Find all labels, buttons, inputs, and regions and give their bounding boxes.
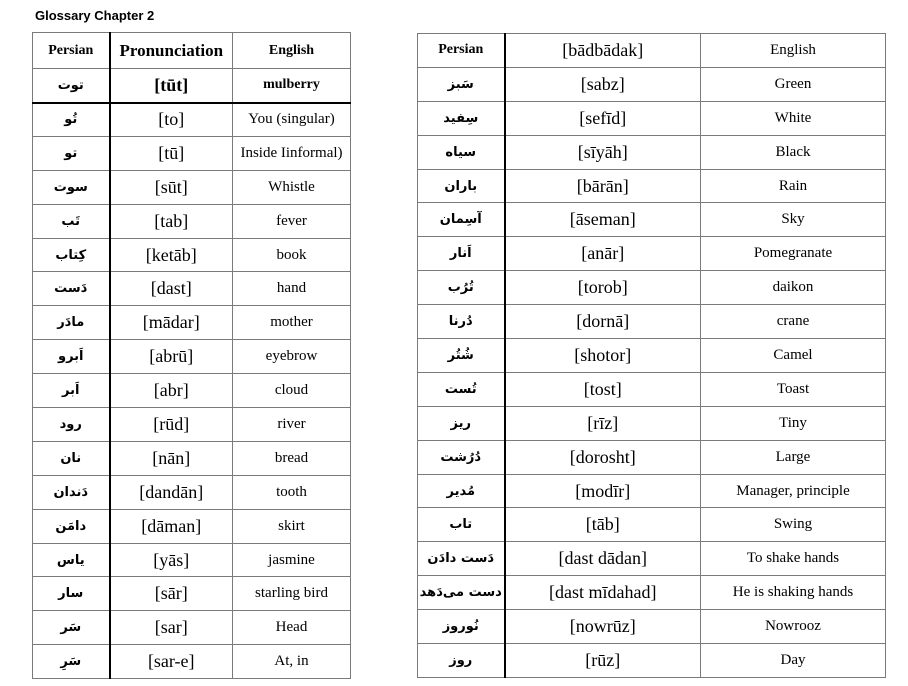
table-row (418, 203, 886, 237)
table-row (418, 508, 886, 542)
table-row (33, 408, 351, 442)
cell-english: Manager, principle (701, 474, 886, 508)
header-pronunciation: [bādbādak] (505, 34, 701, 68)
cell-english: He is shaking hands (701, 576, 886, 610)
cell-english: fever (233, 204, 351, 238)
header-persian: Persian (33, 33, 110, 69)
cell-english: Tiny (701, 406, 886, 440)
header-persian: Persian (418, 34, 505, 68)
cell-pronunciation: [sīyāh] (505, 135, 701, 169)
cell-persian: دامَن (33, 509, 110, 543)
cell-persian: نُوروز (418, 610, 505, 644)
table-row (418, 440, 886, 474)
table-row (418, 169, 886, 203)
header-row (33, 33, 351, 69)
cell-pronunciation: [tāb] (505, 508, 701, 542)
table-row (33, 306, 351, 340)
cell-pronunciation: [dorosht] (505, 440, 701, 474)
cell-pronunciation: [yās] (110, 543, 233, 577)
cell-persian: تُرُب (418, 271, 505, 305)
cell-persian: تُو (33, 103, 110, 137)
cell-english: skirt (233, 509, 351, 543)
table-row (418, 542, 886, 576)
table-row (33, 238, 351, 272)
cell-english: Head (233, 611, 351, 645)
cell-persian: سار (33, 577, 110, 611)
cell-pronunciation: [mādar] (110, 306, 233, 340)
cell-pronunciation: [tost] (505, 372, 701, 406)
table-row (33, 441, 351, 475)
table-row (418, 305, 886, 339)
cell-persian: ریز (418, 406, 505, 440)
cell-pronunciation: [tab] (110, 204, 233, 238)
table-row (33, 611, 351, 645)
cell-english: book (233, 238, 351, 272)
cell-pronunciation: [dāman] (110, 509, 233, 543)
cell-persian: آسِمان (418, 203, 505, 237)
cell-pronunciation: [abr] (110, 374, 233, 408)
cell-persian: دَست (33, 272, 110, 306)
cell-english: To shake hands (701, 542, 886, 576)
table-row (418, 644, 886, 678)
cell-english: hand (233, 272, 351, 306)
cell-persian: سَر (33, 611, 110, 645)
cell-pronunciation: [āseman] (505, 203, 701, 237)
cell-persian: اَبرو (33, 340, 110, 374)
cell-pronunciation: [dast dādan] (505, 542, 701, 576)
cell-english: eyebrow (233, 340, 351, 374)
table-row (33, 204, 351, 238)
header-row (418, 34, 886, 68)
cell-english: tooth (233, 475, 351, 509)
cell-pronunciation: [sefīd] (505, 101, 701, 135)
cell-persian: دُرنا (418, 305, 505, 339)
cell-pronunciation: [dornā] (505, 305, 701, 339)
cell-persian: روز (418, 644, 505, 678)
cell-pronunciation: [sabz] (505, 67, 701, 101)
table-row (33, 645, 351, 679)
table-row (418, 576, 886, 610)
cell-english: cloud (233, 374, 351, 408)
cell-persian: کِتاب (33, 238, 110, 272)
cell-persian: اَنار (418, 237, 505, 271)
cell-pronunciation: [abrū] (110, 340, 233, 374)
cell-english: You (singular) (233, 103, 351, 137)
table-row (33, 475, 351, 509)
cell-persian: دست می‌دَهد (418, 576, 505, 610)
table-row (418, 610, 886, 644)
cell-persian: رود (33, 408, 110, 442)
cell-pronunciation: [modīr] (505, 474, 701, 508)
cell-pronunciation: [dast] (110, 272, 233, 306)
table-row (33, 136, 351, 170)
table-row (33, 272, 351, 306)
cell-persian: تاب (418, 508, 505, 542)
table-row (418, 406, 886, 440)
cell-english: Large (701, 440, 886, 474)
cell-persian: باران (418, 169, 505, 203)
cell-persian: تُست (418, 372, 505, 406)
cell-english: daikon (701, 271, 886, 305)
cell-persian: شُتُر (418, 339, 505, 373)
cell-english: Sky (701, 203, 886, 237)
table-row (418, 237, 886, 271)
cell-english: bread (233, 441, 351, 475)
header-english: English (701, 34, 886, 68)
cell-pronunciation: [dast mīdahad] (505, 576, 701, 610)
cell-persian: نان (33, 441, 110, 475)
cell-pronunciation: [to] (110, 103, 233, 137)
table-row (33, 577, 351, 611)
table-row (33, 543, 351, 577)
table-row (33, 340, 351, 374)
cell-persian: اَبر (33, 374, 110, 408)
cell-persian: سَبز (418, 67, 505, 101)
cell-persian: دَندان (33, 475, 110, 509)
cell-persian: دُرُشت (418, 440, 505, 474)
cell-persian: تو (33, 136, 110, 170)
table-row (33, 509, 351, 543)
cell-pronunciation: [sār] (110, 577, 233, 611)
table-row (418, 271, 886, 305)
header-example-persian: توت (33, 69, 110, 103)
cell-english: Pomegranate (701, 237, 886, 271)
cell-english: mother (233, 306, 351, 340)
cell-pronunciation: [nān] (110, 441, 233, 475)
cell-pronunciation: [rīz] (505, 406, 701, 440)
glossary-table-left (32, 32, 351, 679)
cell-pronunciation: [bārān] (505, 169, 701, 203)
cell-pronunciation: [ketāb] (110, 238, 233, 272)
table-row (418, 67, 886, 101)
table-row (418, 474, 886, 508)
cell-pronunciation: [sar] (110, 611, 233, 645)
cell-pronunciation: [rūd] (110, 408, 233, 442)
header-pronunciation: Pronunciation (110, 33, 233, 69)
cell-pronunciation: [tū] (110, 136, 233, 170)
table-row (33, 170, 351, 204)
cell-persian: دَست دادَن (418, 542, 505, 576)
table-row (418, 135, 886, 169)
cell-english: starling bird (233, 577, 351, 611)
page-title: Glossary Chapter 2 (35, 8, 155, 23)
header-example-english: mulberry (233, 69, 351, 103)
cell-english: Green (701, 67, 886, 101)
cell-english: Nowrooz (701, 610, 886, 644)
table-row (418, 101, 886, 135)
glossary-table-right (417, 33, 886, 678)
cell-english: crane (701, 305, 886, 339)
table-row (33, 103, 351, 137)
cell-persian: سیاه (418, 135, 505, 169)
cell-persian: سوت (33, 170, 110, 204)
table-row (418, 372, 886, 406)
cell-persian: مُدیر (418, 474, 505, 508)
cell-english: Toast (701, 372, 886, 406)
cell-persian: تَب (33, 204, 110, 238)
table-row (418, 339, 886, 373)
cell-pronunciation: [anār] (505, 237, 701, 271)
cell-pronunciation: [shotor] (505, 339, 701, 373)
header-example-row (33, 69, 351, 103)
cell-english: jasmine (233, 543, 351, 577)
cell-english: Black (701, 135, 886, 169)
cell-persian: مادَر (33, 306, 110, 340)
cell-english: Rain (701, 169, 886, 203)
header-example-pronunciation: [tūt] (110, 69, 233, 103)
cell-english: river (233, 408, 351, 442)
cell-persian: سَرِ (33, 645, 110, 679)
cell-pronunciation: [nowrūz] (505, 610, 701, 644)
cell-english: White (701, 101, 886, 135)
cell-english: At, in (233, 645, 351, 679)
table-row (33, 374, 351, 408)
cell-pronunciation: [torob] (505, 271, 701, 305)
cell-pronunciation: [rūz] (505, 644, 701, 678)
cell-persian: سِفید (418, 101, 505, 135)
cell-pronunciation: [dandān] (110, 475, 233, 509)
cell-pronunciation: [sar-e] (110, 645, 233, 679)
cell-english: Inside Iinformal) (233, 136, 351, 170)
cell-persian: یاس (33, 543, 110, 577)
cell-english: Day (701, 644, 886, 678)
cell-pronunciation: [sūt] (110, 170, 233, 204)
cell-english: Whistle (233, 170, 351, 204)
cell-english: Swing (701, 508, 886, 542)
cell-english: Camel (701, 339, 886, 373)
header-english: English (233, 33, 351, 69)
